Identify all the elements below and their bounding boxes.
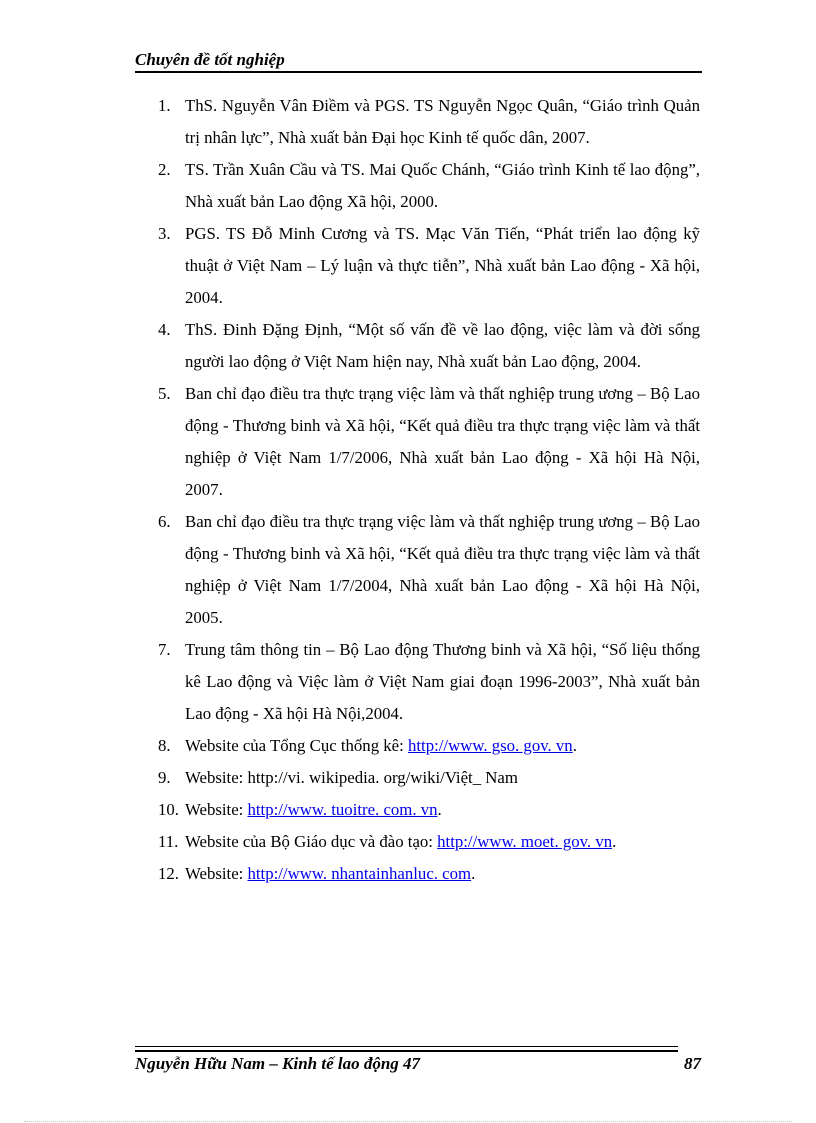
nhantainhanluc-link[interactable]: http://www. nhantainhanluc. com (247, 864, 472, 883)
running-footer (135, 1054, 701, 1074)
reference-number: 10. (158, 800, 179, 819)
reference-suffix: . (437, 800, 442, 819)
reference-prefix: Website của Bộ Giáo dục và đào tạo: (185, 832, 438, 851)
reference-item (158, 858, 700, 890)
reference-item (158, 314, 700, 378)
reference-text: Website: http://vi. wikipedia. org/wiki/Việt_ Nam (185, 768, 518, 787)
footer-rule (135, 1046, 678, 1047)
reference-number: 7. (158, 640, 171, 659)
page-number: 87 (684, 1054, 701, 1073)
reference-item (158, 730, 700, 762)
header-rule (135, 71, 702, 73)
reference-text: ThS. Nguyễn Vân Điềm và PGS. TS Nguyễn Ngọc Quân, “Giáo trình Quản trị nhân lực”, Nhà xuất bản Đại học Kinh tế quốc dân, 2007. (185, 96, 700, 147)
reference-number: 4. (158, 320, 171, 339)
reference-item (158, 634, 700, 730)
running-header: Chuyên đề tốt nghiệp (135, 50, 285, 69)
reference-number: 11. (158, 832, 179, 851)
footer-rule (135, 1050, 678, 1052)
reference-text: ThS. Đinh Đặng Định, “Một số vấn đề về lao động, việc làm và đời sống người lao động ở Việt Nam hiện nay, Nhà xuất bản Lao động, 2004. (185, 320, 700, 371)
reference-suffix: . (572, 736, 577, 755)
reference-item (158, 826, 700, 858)
reference-suffix: . (471, 864, 476, 883)
reference-number: 12. (158, 864, 179, 883)
reference-text: Ban chỉ đạo điều tra thực trạng việc làm và thất nghiệp trung ương – Bộ Lao động - Thương binh và Xã hội, “Kết quả điều tra thực trạng việc làm và thất nghiệp ở Việt Nam 1/7/2006, Nhà xuất bản Lao động - Xã hội Hà Nội, 2007. (185, 384, 700, 499)
reference-text (185, 794, 700, 826)
reference-item (158, 762, 700, 794)
reference-text (185, 858, 700, 890)
reference-text: Ban chỉ đạo điều tra thực trạng việc làm và thất nghiệp trung ương – Bộ Lao động - Thương binh và Xã hội, “Kết quả điều tra thực trạng việc làm và thất nghiệp ở Việt Nam 1/7/2004, Nhà xuất bản Lao động - Xã hội Hà Nội, 2005. (185, 512, 700, 627)
reference-number: 5. (158, 384, 171, 403)
reference-number: 6. (158, 512, 171, 531)
reference-prefix: Website của Tổng Cục thống kê: (185, 736, 408, 755)
reference-text: Trung tâm thông tin – Bộ Lao động Thương binh và Xã hội, “Số liệu thống kê Lao động và Việc làm ở Việt Nam giai đoạn 1996-2003”, Nhà xuất bản Lao động - Xã hội Hà Nội,2004. (185, 640, 700, 723)
reference-item (158, 90, 700, 154)
reference-prefix: Website: (185, 800, 248, 819)
reference-item (158, 794, 700, 826)
reference-number: 3. (158, 224, 171, 243)
reference-prefix: Website: (185, 864, 248, 883)
moet-link[interactable]: http://www. moet. gov. vn (437, 832, 613, 851)
reference-text (185, 826, 700, 858)
reference-number: 9. (158, 768, 171, 787)
page-bottom-border (24, 1121, 792, 1122)
reference-text: TS. Trần Xuân Cầu và TS. Mai Quốc Chánh, “Giáo trình Kinh tế lao động”, Nhà xuất bản Lao động Xã hội, 2000. (185, 160, 700, 211)
reference-item (158, 154, 700, 218)
reference-item (158, 218, 700, 314)
reference-number: 1. (158, 96, 171, 115)
reference-text (185, 730, 700, 762)
reference-text: PGS. TS Đỗ Minh Cương và TS. Mạc Văn Tiến, “Phát triển lao động kỹ thuật ở Việt Nam – Lý luận và thực tiễn”, Nhà xuất bản Lao động - Xã hội, 2004. (185, 224, 700, 307)
reference-list (158, 90, 700, 890)
gso-link[interactable]: http://www. gso. gov. vn (407, 736, 573, 755)
reference-suffix: . (612, 832, 617, 851)
reference-item (158, 506, 700, 634)
tuoitre-link[interactable]: http://www. tuoitre. com. vn (247, 800, 438, 819)
reference-number: 8. (158, 736, 171, 755)
reference-number: 2. (158, 160, 171, 179)
reference-item (158, 378, 700, 506)
footer-author: Nguyễn Hữu Nam – Kinh tế lao động 47 (135, 1054, 421, 1073)
